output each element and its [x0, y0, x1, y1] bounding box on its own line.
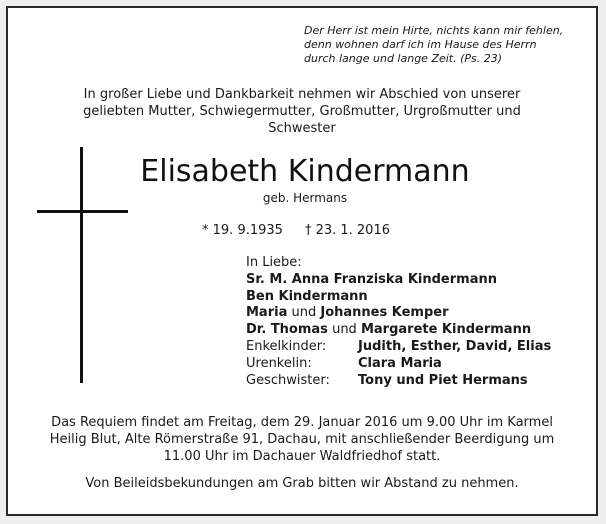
requiem-info: [8, 414, 596, 465]
intro-line: In großer Liebe und Dankbarkeit nehmen wir Abschied von unserer: [83, 87, 521, 102]
requiem-line: Heilig Blut, Alte Römerstraße 91, Dachau, mit anschließender Beerdigung um: [49, 432, 555, 447]
intro-line: geliebten Mutter, Schwiegermutter, Großmutter, Urgroßmutter und: [83, 104, 521, 119]
mourner-name: Johannes Kemper: [320, 305, 449, 321]
birth-name: geb. Hermans: [262, 191, 348, 205]
birth-date: * 19. 9.1935: [202, 223, 283, 238]
psalm-line: Der Herr ist mein Hirte, nichts kann mir fehlen,: [304, 24, 564, 37]
cross-icon-horizontal: [37, 210, 128, 213]
psalm-line: denn wohnen darf ich im Hause des Herrn: [304, 38, 537, 51]
mourner-couple: [246, 322, 586, 339]
group-label: Geschwister:: [246, 372, 330, 388]
condolence-note: Von Beileidsbekundungen am Grab bitten wir Abstand zu nehmen.: [85, 476, 519, 491]
group-names: Tony und Piet Hermans: [358, 372, 528, 388]
deceased-name: Elisabeth Kindermann: [140, 154, 470, 189]
conjunction: und: [291, 305, 317, 321]
mourner-name: Maria: [246, 305, 288, 321]
mourner-couple: [246, 305, 586, 322]
mourner-name: Ben Kindermann: [246, 288, 368, 304]
group-label: Enkelkinder:: [246, 338, 327, 354]
mourner-group: [246, 339, 586, 356]
psalm-quote: [304, 24, 589, 66]
intro-line: Schwester: [268, 121, 336, 136]
group-names: Judith, Esther, David, Elias: [358, 338, 552, 354]
mourners-list: [246, 255, 586, 389]
mourner-group: [246, 373, 586, 390]
group-names: Clara Maria: [358, 355, 442, 371]
requiem-line: Das Requiem findet am Freitag, dem 29. Januar 2016 um 9.00 Uhr im Karmel: [51, 415, 553, 430]
mourner-group: [246, 356, 586, 373]
conjunction: und: [332, 322, 357, 338]
death-date: † 23. 1. 2016: [304, 223, 390, 238]
cross-icon-vertical: [80, 147, 83, 383]
mourner-name: Sr. M. Anna Franziska Kindermann: [246, 271, 497, 287]
mourners-heading: In Liebe:: [246, 255, 302, 270]
farewell-intro: [8, 86, 596, 137]
mourner-name: Margarete Kindermann: [360, 322, 532, 338]
psalm-line: durch lange und lange Zeit. (Ps. 23): [304, 52, 503, 65]
mourner-name: Dr. Thomas: [246, 322, 328, 338]
obituary-notice: [6, 6, 598, 516]
life-dates: [202, 222, 462, 239]
requiem-line: 11.00 Uhr im Dachauer Waldfriedhof statt.: [163, 449, 441, 464]
group-label: Urenkelin:: [246, 355, 312, 371]
